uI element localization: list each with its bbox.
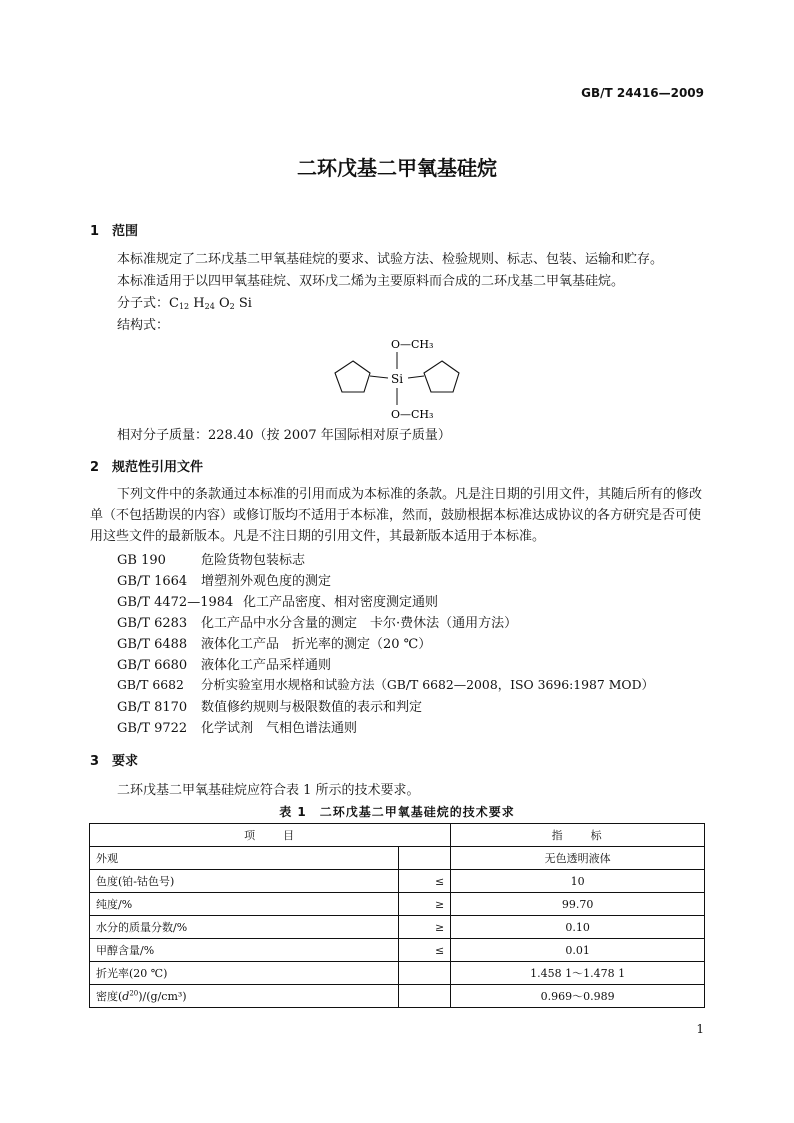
row-symbol: ≤: [399, 870, 451, 893]
structure-bottom-group: O—CH₃: [391, 408, 434, 421]
table-caption: 表 1 二环戊基二甲氧基硅烷的技术要求: [279, 805, 515, 819]
row-item: 色度(铂-钴色号): [90, 870, 399, 893]
reference-item: [117, 696, 422, 715]
table-row: [90, 985, 705, 1008]
row-item: 折光率(20 ℃): [90, 962, 399, 985]
row-value: 10: [451, 870, 705, 893]
table-row: [90, 962, 705, 985]
structure-top-group: O—CH₃: [391, 338, 434, 351]
row-value: 0.969～0.989: [451, 985, 705, 1008]
structure-bond-left: [370, 376, 388, 378]
reference-code: GB/T 6488: [117, 637, 188, 652]
section-1-title: 范围: [112, 224, 139, 239]
reference-code: GB/T 9722: [117, 721, 188, 736]
reference-item: [117, 549, 305, 568]
table-row: [90, 847, 705, 870]
formula-o: O: [218, 296, 230, 311]
section-1-heading: [90, 220, 138, 239]
technical-requirements-table: [89, 823, 705, 1008]
formula-o-count: 2: [229, 302, 235, 311]
density-symbol: d: [122, 990, 130, 1003]
row-symbol: ≥: [399, 893, 451, 916]
section-2-number: 2: [90, 460, 100, 475]
density-unit: )/(g/cm³): [138, 990, 187, 1003]
cyclopentyl-ring-left: [335, 361, 370, 392]
row-item-density: [90, 985, 399, 1008]
formula-h: H: [193, 296, 205, 311]
table-row: [90, 916, 705, 939]
requirements-paragraph: 二环戊基二甲氧基硅烷应符合表 1 所示的技术要求。: [117, 783, 420, 798]
molecular-formula: [117, 292, 252, 311]
row-symbol: ≤: [399, 939, 451, 962]
reference-title: 化工产品密度、相对密度测定通则: [243, 595, 439, 610]
row-item: 甲醇含量/%: [90, 939, 399, 962]
cyclopentyl-ring-right: [424, 361, 459, 392]
reference-title: 分析实验室用水规格和试验方法（GB/T 6682—2008，ISO 3696:1987 MOD）: [201, 677, 654, 692]
row-value: 0.10: [451, 916, 705, 939]
reference-code: GB/T 1664: [117, 574, 188, 589]
reference-item: [117, 633, 431, 652]
table-row: [90, 939, 705, 962]
reference-code: GB/T 6680: [117, 658, 188, 673]
formula-c: C: [169, 296, 179, 311]
table-row: [90, 893, 705, 916]
reference-code: GB 190: [117, 553, 166, 568]
section-2-title: 规范性引用文件: [112, 460, 204, 475]
row-item: 纯度/%: [90, 893, 399, 916]
section-1-number: 1: [90, 224, 100, 239]
column-header-item: 项 目: [90, 824, 451, 847]
scope-paragraph-2: 本标准适用于以四甲氧基硅烷、双环戊二烯为主要原料而合成的二环戊基二甲氧基硅烷。: [117, 274, 625, 289]
reference-item: [117, 717, 357, 736]
reference-title: 增塑剂外观色度的测定: [201, 574, 332, 589]
formula-c-count: 12: [178, 302, 190, 311]
reference-code: GB/T 8170: [117, 700, 188, 715]
column-header-value: 指 标: [451, 824, 705, 847]
standard-number: GB/T 24416—2009: [581, 86, 704, 100]
reference-title: 液体化工产品采样通则: [201, 658, 332, 673]
structural-formula: [320, 332, 480, 424]
scope-paragraph-1: 本标准规定了二环戊基二甲氧基硅烷的要求、试验方法、检验规则、标志、包装、运输和贮存。: [117, 252, 664, 267]
page-number: 1: [696, 1022, 704, 1036]
row-value: 99.70: [451, 893, 705, 916]
row-value: 1.458 1～1.478 1: [451, 962, 705, 985]
reference-item: [117, 675, 654, 693]
reference-title: 化工产品中水分含量的测定 卡尔·费休法（通用方法）: [201, 616, 518, 631]
row-value: 无色透明液体: [451, 847, 705, 870]
reference-item: [117, 612, 517, 631]
density-prefix: 密度(: [96, 990, 123, 1003]
relative-molecular-mass: 相对分子质量：228.40（按 2007 年国际相对原子质量）: [117, 428, 451, 443]
structure-label: 结构式：: [117, 318, 170, 333]
reference-title: 数值修约规则与极限数值的表示和判定: [201, 700, 423, 715]
row-symbol: ≥: [399, 916, 451, 939]
row-item: 外观: [90, 847, 399, 870]
structure-si: Si: [391, 372, 404, 386]
row-symbol: [399, 985, 451, 1008]
row-value: 0.01: [451, 939, 705, 962]
section-2-heading: [90, 456, 203, 475]
formula-h-count: 24: [204, 302, 215, 311]
reference-code: GB/T 6682: [117, 677, 184, 692]
structure-bond-right: [408, 376, 424, 378]
row-symbol: [399, 847, 451, 870]
table-header-row: [90, 824, 705, 847]
document-title: 二环戊基二甲氧基硅烷: [297, 156, 497, 180]
formula-label: 分子式：: [117, 296, 170, 311]
reference-item: [117, 591, 438, 610]
formula-si: Si: [238, 296, 252, 311]
row-symbol: [399, 962, 451, 985]
density-temperature: 20: [129, 989, 139, 998]
normative-references-intro: 下列文件中的条款通过本标准的引用而成为本标准的条款。凡是注日期的引用文件，其随后所有的修改单（不包括勘误的内容）或修订版均不适用于本标准，然而，鼓励根据本标准达成协议的各方研究是否可使用这些文件的最新版本。凡是不注日期的引用文件，其最新版本适用于本标准。: [90, 487, 703, 544]
reference-code: GB/T 6283: [117, 616, 188, 631]
reference-title: 化学试剂 气相色谱法通则: [201, 721, 358, 736]
section-3-number: 3: [90, 754, 100, 769]
section-3-heading: [90, 750, 138, 769]
table-row: [90, 870, 705, 893]
reference-title: 危险货物包装标志: [201, 553, 306, 568]
reference-item: [117, 570, 331, 589]
reference-code: GB/T 4472—1984: [117, 595, 234, 610]
reference-item: [117, 654, 331, 673]
section-3-title: 要求: [112, 754, 139, 769]
row-item: 水分的质量分数/%: [90, 916, 399, 939]
reference-title: 液体化工产品 折光率的测定（20 ℃）: [201, 637, 432, 652]
